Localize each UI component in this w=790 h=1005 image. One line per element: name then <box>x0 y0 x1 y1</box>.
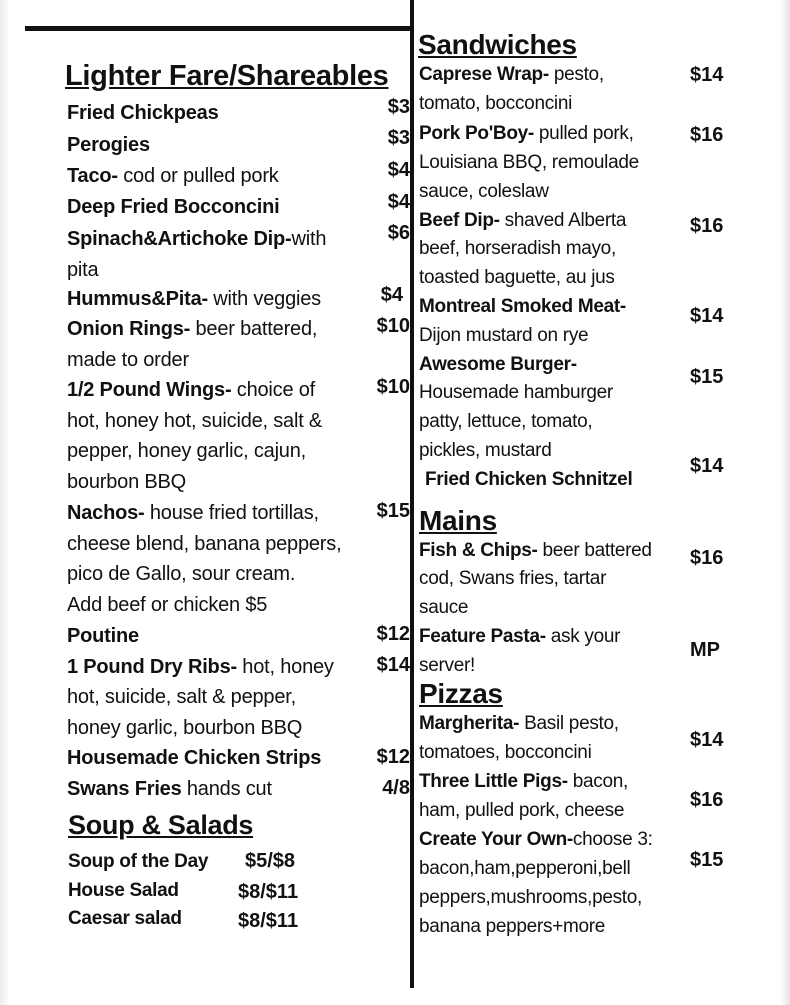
item-desc-line: Housemade hamburger <box>419 382 613 403</box>
item-desc: beer battered, <box>190 318 318 340</box>
item-desc-line: pita <box>67 259 99 281</box>
item-name: Hummus&Pita- <box>67 288 208 310</box>
item-desc-line: hot, honey hot, suicide, salt & <box>67 410 323 432</box>
section-heading-mains: Mains <box>419 505 497 536</box>
item-price: $3 <box>387 96 410 118</box>
item-name: Margherita- <box>419 713 520 734</box>
item-name: Onion Rings- <box>67 318 191 340</box>
item-desc-line: patty, lettuce, tomato, <box>419 411 593 432</box>
item-desc: ask your <box>545 626 621 647</box>
item-desc-line: made to order <box>67 349 189 371</box>
menu-item <box>419 767 628 796</box>
item-name: Deep Fried Bocconcini <box>67 196 280 218</box>
item-name: Housemade Chicken Strips <box>67 747 322 769</box>
item-desc-line: beef, horseradish mayo, <box>419 238 616 259</box>
menu-item <box>67 192 280 222</box>
item-price: $4 <box>387 159 410 181</box>
item-price: $12 <box>376 623 410 645</box>
item-name: Create Your Own- <box>419 829 573 850</box>
item-desc-line: sauce, coleslaw <box>419 181 549 202</box>
menu-item <box>67 652 334 682</box>
item-name: Poutine <box>67 625 139 647</box>
menu-item <box>419 825 653 854</box>
item-name: Feature Pasta- <box>419 626 546 647</box>
item-desc-line: tomato, bocconcini <box>419 93 573 114</box>
item-name: Caprese Wrap- <box>419 64 549 85</box>
menu-item <box>419 709 619 738</box>
menu-item <box>67 743 321 773</box>
item-desc: house fried tortillas, <box>144 502 319 524</box>
menu-item <box>67 498 319 528</box>
item-name: Fried Chickpeas <box>67 102 219 124</box>
item-name: Awesome Burger- <box>419 354 577 375</box>
soup-salad-price: $5/$8 <box>245 850 296 872</box>
item-desc-line: pico de Gallo, sour cream. <box>67 563 296 585</box>
item-desc-line: peppers,mushrooms,pesto, <box>419 887 643 908</box>
menu-item <box>67 130 150 160</box>
item-desc: choice of <box>231 379 316 401</box>
item-price: $14 <box>690 64 724 86</box>
item-desc: with <box>291 228 327 250</box>
item-desc: choose 3: <box>572 829 653 850</box>
item-desc-line: pickles, mustard <box>419 440 552 461</box>
item-desc: hot, honey <box>236 656 334 678</box>
item-desc-line: Dijon mustard on rye <box>419 325 589 346</box>
item-price: MP <box>690 639 720 661</box>
menu-item <box>67 774 272 804</box>
item-desc-line: sauce <box>419 597 469 618</box>
soup-salad-item: House Salad <box>68 880 179 901</box>
item-price: $16 <box>690 547 724 569</box>
item-desc-line: cheese blend, banana peppers, <box>67 533 342 555</box>
soup-salad-item: Caesar salad <box>68 908 182 929</box>
item-price: $16 <box>690 215 724 237</box>
item-price: $14 <box>690 305 724 327</box>
item-name: Fried Chicken Schnitzel <box>425 469 633 490</box>
menu-item <box>419 350 577 379</box>
menu-item <box>67 161 279 191</box>
menu-item <box>67 224 326 254</box>
item-desc: pulled pork, <box>533 123 634 144</box>
section-heading-sandwiches: Sandwiches <box>418 29 577 60</box>
item-desc: shaved Alberta <box>499 210 627 231</box>
item-desc: hands cut <box>181 778 272 800</box>
menu-item <box>67 98 219 128</box>
menu-item <box>419 292 626 321</box>
item-price: $10 <box>376 315 410 337</box>
section-heading-lighter-fare: Lighter Fare/Shareables <box>65 60 389 92</box>
page-edge-right <box>780 0 790 1005</box>
item-price: $16 <box>690 124 724 146</box>
item-price: $15 <box>376 500 410 522</box>
item-desc-line: Add beef or chicken $5 <box>67 594 268 616</box>
menu-item <box>419 60 604 89</box>
item-desc-line: pepper, honey garlic, cajun, <box>67 440 307 462</box>
item-name: Perogies <box>67 134 150 156</box>
menu-item <box>419 206 626 235</box>
item-price: $6 <box>387 222 410 244</box>
item-desc-line: toasted baguette, au jus <box>419 267 615 288</box>
item-price: $10 <box>376 376 410 398</box>
section-heading-soup-salads: Soup & Salads <box>68 810 254 840</box>
item-price: 4/8 <box>382 777 410 799</box>
menu-item <box>425 465 632 494</box>
item-name: Beef Dip- <box>419 210 500 231</box>
item-desc: pesto, <box>548 64 604 85</box>
item-desc: beer battered <box>537 540 652 561</box>
item-price: $12 <box>376 746 410 768</box>
item-desc: bacon, <box>567 771 628 792</box>
menu-item <box>67 314 317 344</box>
item-price: $16 <box>690 789 724 811</box>
soup-salad-price: $8/$11 <box>238 910 299 932</box>
menu-item <box>67 284 321 314</box>
item-desc-line: server! <box>419 655 475 676</box>
item-desc: with veggies <box>207 288 321 310</box>
item-name: 1/2 Pound Wings- <box>67 379 232 401</box>
item-price: $4 <box>380 284 403 306</box>
menu-item <box>419 622 620 651</box>
item-desc-line: bacon,ham,pepperoni,bell <box>419 858 631 879</box>
top-rule <box>25 26 410 31</box>
item-desc-line: honey garlic, bourbon BBQ <box>67 717 303 739</box>
item-price: $3 <box>387 127 410 149</box>
item-name: Pork Po'Boy- <box>419 123 534 144</box>
item-desc-line: hot, suicide, salt & pepper, <box>67 686 296 708</box>
soup-salad-item: Soup of the Day <box>68 851 209 872</box>
item-name: Nachos- <box>67 502 145 524</box>
item-name: Montreal Smoked Meat- <box>419 296 626 317</box>
item-desc-line: cod, Swans fries, tartar <box>419 568 607 589</box>
page-edge-left <box>0 0 10 1005</box>
menu-item <box>67 375 315 405</box>
item-desc-line: ham, pulled pork, cheese <box>419 800 625 821</box>
menu-item <box>419 536 652 565</box>
menu-item <box>67 621 139 651</box>
item-name: Three Little Pigs- <box>419 771 568 792</box>
item-name: Spinach&Artichoke Dip- <box>67 228 292 250</box>
item-price: $15 <box>690 366 724 388</box>
item-price: $4 <box>387 191 410 213</box>
section-heading-pizzas: Pizzas <box>419 678 503 709</box>
item-price: $14 <box>690 455 724 477</box>
item-name: Taco- <box>67 165 118 187</box>
item-price: $14 <box>690 729 724 751</box>
item-desc: cod or pulled pork <box>117 165 279 187</box>
column-divider <box>410 0 414 988</box>
item-name: Swans Fries <box>67 778 182 800</box>
item-desc: Basil pesto, <box>519 713 619 734</box>
item-price: $15 <box>690 849 724 871</box>
item-desc-line: Louisiana BBQ, remoulade <box>419 152 639 173</box>
item-price: $14 <box>376 654 410 676</box>
menu-item <box>419 119 634 148</box>
item-desc-line: banana peppers+more <box>419 916 606 937</box>
soup-salad-price: $8/$11 <box>238 881 299 903</box>
item-desc-line: tomatoes, bocconcini <box>419 742 592 763</box>
item-name: Fish & Chips- <box>419 540 538 561</box>
item-name: 1 Pound Dry Ribs- <box>67 656 237 678</box>
item-desc-line: bourbon BBQ <box>67 471 186 493</box>
